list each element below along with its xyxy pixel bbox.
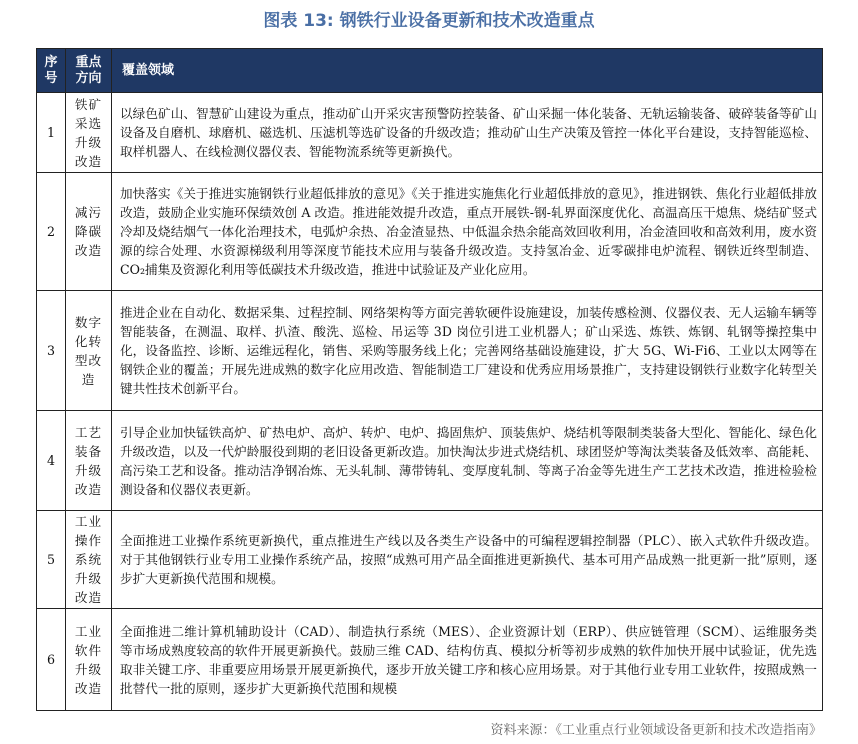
row-num: 2 xyxy=(37,173,66,291)
row-num: 6 xyxy=(37,609,66,711)
row-num: 5 xyxy=(37,511,66,609)
row-num: 4 xyxy=(37,411,66,511)
row-direction: 工艺装备升级改造 xyxy=(66,411,112,511)
table-row xyxy=(37,511,823,609)
row-description: 全面推进二维计算机辅助设计（CAD）、制造执行系统（MES）、企业资源计划（ERP）、供应链管理（SCM）、运维服务类等市场成熟度较高的软件开展更新换代。鼓励三维 CAD、结构仿真、模拟分析等初步成熟的软件加快开展中试验证，优先选取非关键工序、非重要应用场景开展更新换代，逐步开放关键工序和核心应用场景。对于其他行业专用工业软件，按照成熟一批替代一批的原则，逐步扩大更新换代范围和规模 xyxy=(112,609,823,711)
table-row xyxy=(37,291,823,411)
row-num: 1 xyxy=(37,93,66,173)
equipment-upgrade-table xyxy=(36,48,823,711)
row-direction: 减污降碳改造 xyxy=(66,173,112,291)
table-row xyxy=(37,411,823,511)
chart-title: 图表 13: 钢铁行业设备更新和技术改造重点 xyxy=(263,11,595,31)
row-num: 3 xyxy=(37,291,66,411)
header-area: 覆盖领域 xyxy=(112,49,823,93)
header-direction: 重点方向 xyxy=(66,49,112,93)
row-direction: 工业操作系统升级改造 xyxy=(66,511,112,609)
row-direction: 数字化转型改造 xyxy=(66,291,112,411)
row-direction: 铁矿采选升级改造 xyxy=(66,93,112,173)
table-header-row xyxy=(37,49,823,93)
row-description: 以绿色矿山、智慧矿山建设为重点，推动矿山开采灾害预警防控装备、矿山采掘一体化装备、无轨运输装备、破碎装备等矿山设备及自磨机、球磨机、磁选机、压滤机等选矿设备的升级改造；推动矿山生产决策及管控一体化平台建设，支持智能巡检、取样机器人、在线检测仪器仪表、智能物流系统等更新换代。 xyxy=(112,93,823,173)
row-description: 全面推进工业操作系统更新换代，重点推进生产线以及各类生产设备中的可编程逻辑控制器（PLC）、嵌入式软件升级改造。对于其他钢铁行业专用工业操作系统产品，按照“成熟可用产品全面推进更新换代、基本可用产品成熟一批更新一批”原则，逐步扩大更新换代范围和规模。 xyxy=(112,511,823,609)
row-direction: 工业软件升级改造 xyxy=(66,609,112,711)
table-row xyxy=(37,93,823,173)
row-description: 引导企业加快锰铁高炉、矿热电炉、高炉、转炉、电炉、捣固焦炉、顶装焦炉、烧结机等限制类装备大型化、智能化、绿色化升级改造，以及一代炉龄服役到期的老旧设备更新改造。加快淘汰步进式烧结机、球团竖炉等淘汰类装备及低效率、高能耗、高污染工艺和设备。推动洁净钢冶炼、无头轧制、薄带铸轧、变厚度轧制、等离子冶金等先进生产工艺技术改造，推进检验检测设备和仪器仪表更新。 xyxy=(112,411,823,511)
table-row xyxy=(37,173,823,291)
header-num: 序号 xyxy=(37,49,66,93)
row-description: 推进企业在自动化、数据采集、过程控制、网络架构等方面完善软硬件设施建设，加装传感检测、仪器仪表、无人运输车辆等智能装备，在测温、取样、扒渣、酸洗、巡检、吊运等 3D 岗位引进工业机器人；矿山采选、炼铁、炼钢、轧钢等操控集中化，设备监控、诊断、运维远程化，销售、采购等服务线上化；完善网络基础设施建设，扩大 5G、Wi-Fi6、工业以太网等在钢铁企业的覆盖；开展先进成熟的数字化应用改造、智能制造工厂建设和优秀应用场景推广，支持建设钢铁行业数字化转型关键共性技术创新平台。 xyxy=(112,291,823,411)
source-note: 资料来源：《工业重点行业领域设备更新和技术改造指南》 xyxy=(490,723,822,738)
table-row xyxy=(37,609,823,711)
row-description: 加快落实《关于推进实施钢铁行业超低排放的意见》《关于推进实施焦化行业超低排放的意见》，推进钢铁、焦化行业超低排放改造，鼓励企业实施环保绩效创 A 改造。推进能效提升改造，重点开展铁-钢-轧界面深度优化、高温高压干熄焦、烧结矿竖式冷却及烧结烟气一体化治理技术，电弧炉余热、冶金渣显热、中低温余热余能高效回收利用，冶金渣回收和高效利用，废水资源的综合处理、水资源梯级利用等深度节能技术应用与装备升级改造。支持氢冶金、近零碳排电炉流程、钢铁近终型制造、CO₂捕集及资源化利用等低碳技术升级改造，推进中试验证及产业化应用。 xyxy=(112,173,823,291)
